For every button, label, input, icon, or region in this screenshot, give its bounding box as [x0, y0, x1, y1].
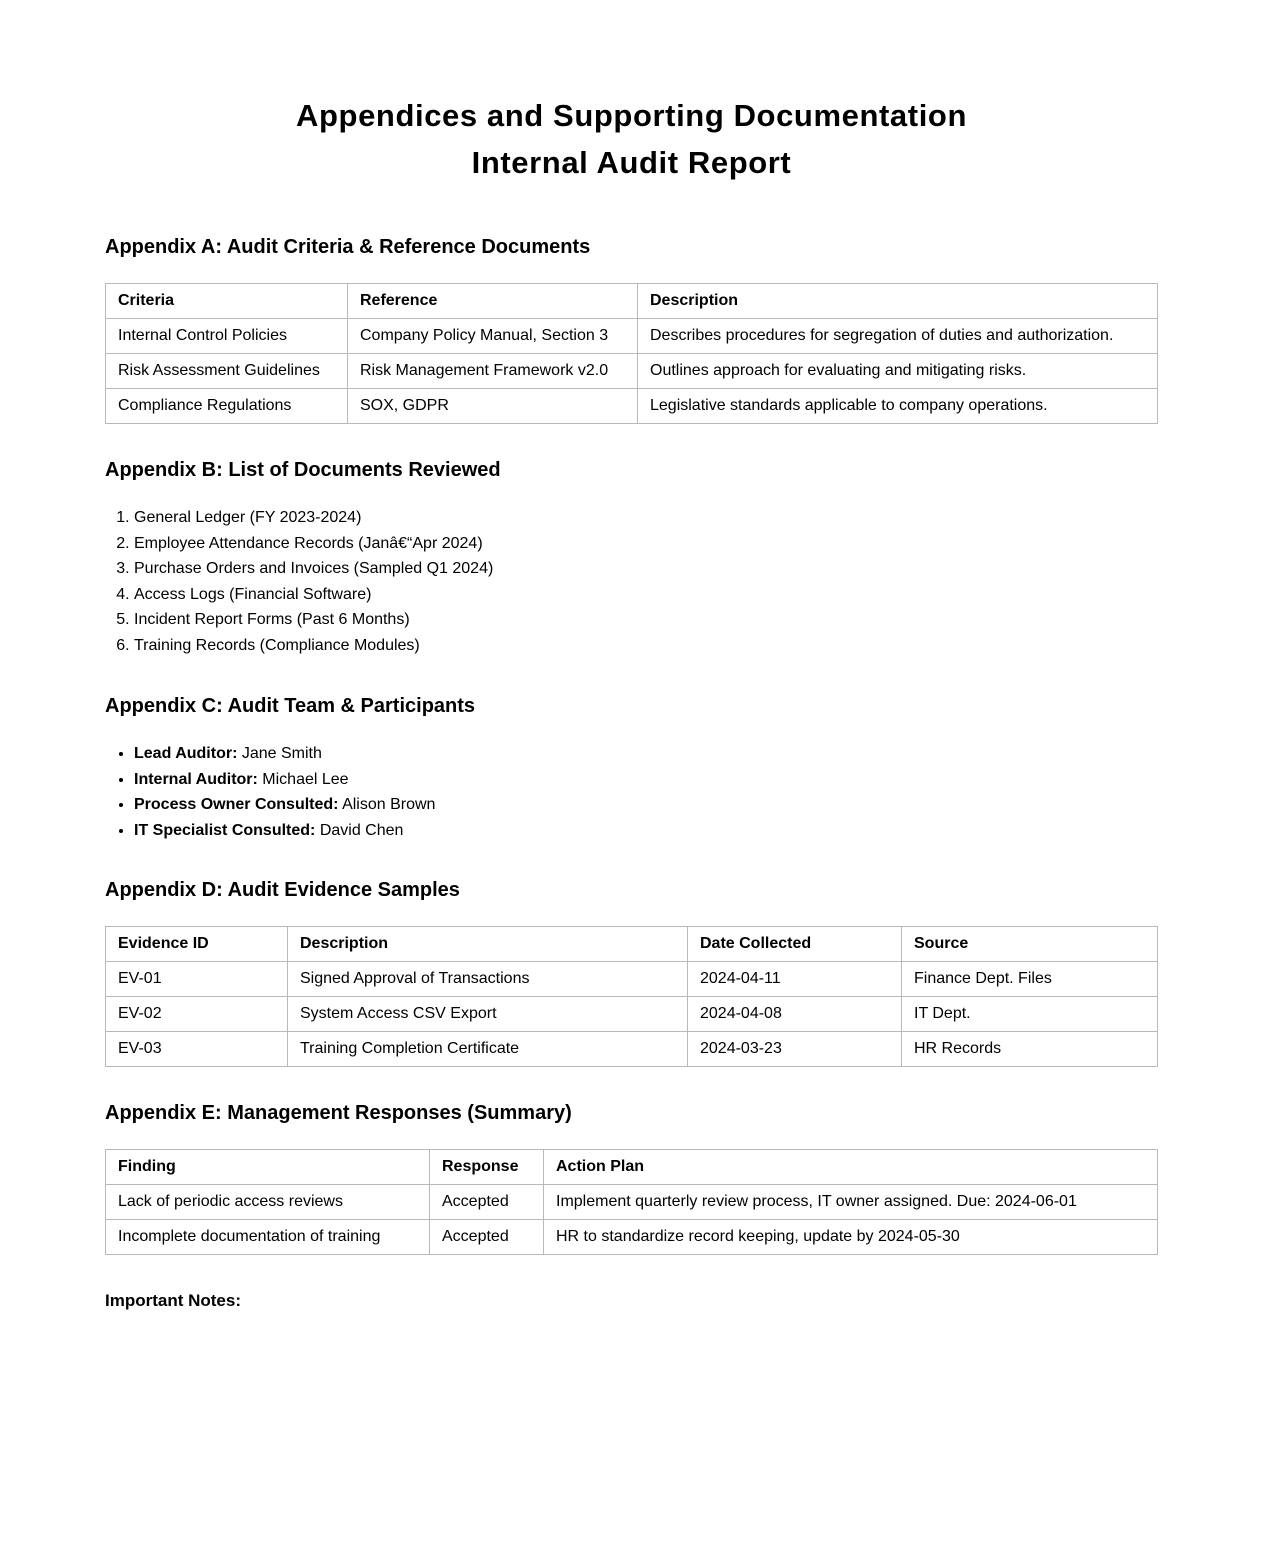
table-row	[106, 962, 1158, 997]
list-item: 1. General Ledger (FY 2023-2024)	[134, 505, 493, 531]
page-title: Appendices and Supporting Documentation	[296, 98, 967, 133]
member-name: Alison Brown	[342, 796, 436, 813]
documents-reviewed-list	[105, 505, 493, 658]
list-item: 2. Employee Attendance Records (Janâ€“Apr 2024)	[134, 531, 493, 557]
table-cell: EV-01	[106, 962, 288, 997]
list-item	[134, 741, 435, 767]
list-item: 5. Incident Report Forms (Past 6 Months)	[134, 607, 493, 633]
column-header: Finding	[106, 1150, 430, 1185]
list-item: 3. Purchase Orders and Invoices (Sampled Q1 2024)	[134, 556, 493, 582]
list-item	[134, 818, 435, 844]
table-cell: Outlines approach for evaluating and mitigating risks.	[638, 354, 1158, 389]
list-item: 6. Training Records (Compliance Modules)	[134, 633, 493, 659]
list-item	[134, 792, 435, 818]
appendix-d-heading: Appendix D: Audit Evidence Samples	[105, 879, 460, 901]
list-item	[134, 767, 435, 793]
table-row	[106, 1185, 1158, 1220]
column-header: Source	[902, 927, 1158, 962]
table-cell: IT Dept.	[902, 997, 1158, 1032]
table-cell: Compliance Regulations	[106, 389, 348, 424]
table-cell: HR Records	[902, 1032, 1158, 1067]
appendix-c-heading: Appendix C: Audit Team & Participants	[105, 695, 476, 717]
table-cell: EV-02	[106, 997, 288, 1032]
table-row	[106, 1220, 1158, 1255]
table-header-row	[106, 284, 1158, 319]
table-cell: Training Completion Certificate	[288, 1032, 688, 1067]
table-cell: Risk Management Framework v2.0	[348, 354, 638, 389]
column-header: Reference	[348, 284, 638, 319]
member-name: Michael Lee	[262, 770, 349, 788]
member-role: Lead Auditor:	[134, 745, 238, 762]
table-cell: Internal Control Policies	[106, 319, 348, 354]
column-header: Response	[430, 1150, 544, 1185]
table-cell: Legislative standards applicable to company operations.	[638, 389, 1158, 424]
table-cell: Accepted	[430, 1185, 544, 1220]
member-role: Process Owner Consulted:	[134, 796, 339, 813]
column-header: Description	[288, 927, 688, 962]
member-name: David Chen	[319, 821, 404, 839]
table-row	[106, 354, 1158, 389]
audit-team-list	[105, 741, 435, 843]
table-row	[106, 1032, 1158, 1067]
appendix-e-heading: Appendix E: Management Responses (Summary)	[105, 1102, 572, 1124]
column-header: Action Plan	[544, 1150, 1158, 1185]
page-subtitle: Internal Audit Report	[471, 145, 792, 180]
evidence-table	[105, 926, 1158, 1067]
table-cell: 2024-03-23	[688, 1032, 902, 1067]
table-row	[106, 319, 1158, 354]
table-cell: Describes procedures for segregation of duties and authorization.	[638, 319, 1158, 354]
appendix-b-heading: Appendix B: List of Documents Reviewed	[105, 459, 501, 481]
notes-clip-region	[105, 1290, 1158, 1310]
table-row	[106, 389, 1158, 424]
column-header: Evidence ID	[106, 927, 288, 962]
important-notes-heading: Important Notes:	[105, 1291, 241, 1310]
title-block	[105, 92, 1158, 186]
member-role: IT Specialist Consulted:	[134, 821, 316, 839]
table-cell: EV-03	[106, 1032, 288, 1067]
table-cell: Lack of periodic access reviews	[106, 1185, 430, 1220]
table-cell: 2024-04-11	[688, 962, 902, 997]
member-role: Internal Auditor:	[134, 770, 258, 788]
table-header-row	[106, 1150, 1158, 1185]
column-header: Criteria	[106, 284, 348, 319]
column-header: Date Collected	[688, 927, 902, 962]
table-cell: Finance Dept. Files	[902, 962, 1158, 997]
column-header: Description	[638, 284, 1158, 319]
table-row	[106, 997, 1158, 1032]
table-cell: Incomplete documentation of training	[106, 1220, 430, 1255]
list-item: 4. Access Logs (Financial Software)	[134, 582, 493, 608]
table-cell: Signed Approval of Transactions	[288, 962, 688, 997]
table-cell: Risk Assessment Guidelines	[106, 354, 348, 389]
table-cell: Company Policy Manual, Section 3	[348, 319, 638, 354]
table-cell: System Access CSV Export	[288, 997, 688, 1032]
table-cell: HR to standardize record keeping, update by 2024-05-30	[544, 1220, 1158, 1255]
table-cell: SOX, GDPR	[348, 389, 638, 424]
table-cell: 2024-04-08	[688, 997, 902, 1032]
appendix-a-heading: Appendix A: Audit Criteria & Reference Documents	[105, 236, 591, 258]
table-cell: Implement quarterly review process, IT owner assigned. Due: 2024-06-01	[544, 1185, 1158, 1220]
member-name: Jane Smith	[241, 745, 322, 762]
criteria-table	[105, 283, 1158, 424]
table-cell: Accepted	[430, 1220, 544, 1255]
management-responses-table	[105, 1149, 1158, 1255]
table-header-row	[106, 927, 1158, 962]
